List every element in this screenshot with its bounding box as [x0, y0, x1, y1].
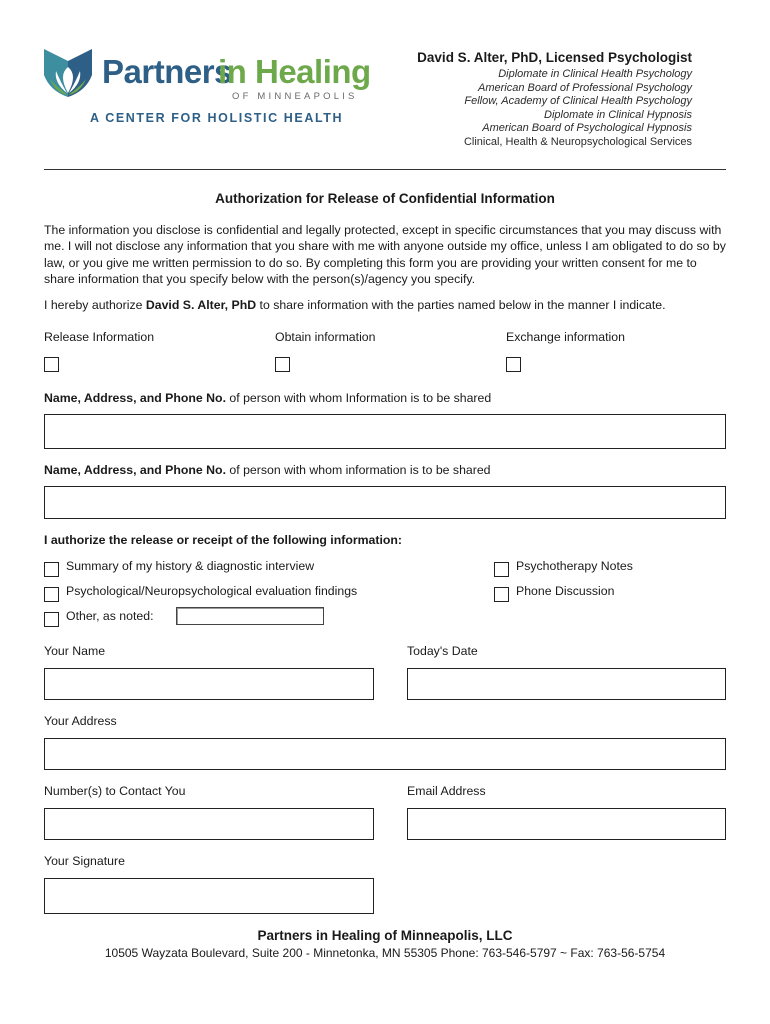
brand-tagline: A CENTER FOR HOLISTIC HEALTH	[90, 111, 344, 125]
signature-input[interactable]	[44, 878, 374, 914]
todays-date-label: Today's Date	[407, 644, 478, 658]
credential-line: Diplomate in Clinical Health Psychology	[498, 68, 692, 80]
other-input[interactable]	[176, 607, 324, 625]
history-label: Summary of my history & diagnostic interview	[66, 559, 315, 573]
brand-name-part2: in Healing	[218, 53, 371, 90]
header-divider	[44, 169, 726, 170]
authorize-prefix: I hereby authorize	[44, 298, 146, 312]
signature-label: Your Signature	[44, 854, 125, 868]
phone-discussion-checkbox[interactable]	[494, 587, 509, 602]
psychotherapy-notes-label: Psychotherapy Notes	[516, 559, 633, 573]
credential-line: Fellow, Academy of Clinical Health Psychology	[464, 95, 692, 107]
obtain-option-label: Obtain information	[275, 330, 376, 344]
todays-date-input[interactable]	[407, 668, 726, 700]
release-checkbox[interactable]	[44, 357, 59, 372]
form-title: Authorization for Release of Confidential Information	[215, 191, 555, 206]
your-address-label: Your Address	[44, 714, 117, 728]
email-address-input[interactable]	[407, 808, 726, 840]
info-heading: I authorize the release or receipt of the following information:	[44, 533, 403, 547]
email-address-label: Email Address	[407, 784, 486, 798]
contact-numbers-label: Number(s) to Contact You	[44, 784, 186, 798]
party1-label-bold: Name, Address, and Phone No.	[44, 391, 226, 405]
party2-label-rest: of person with whom information is to be shared	[226, 463, 491, 477]
psychologist-name: David S. Alter, PhD, Licensed Psychologist	[417, 50, 692, 65]
credential-line: American Board of Psychological Hypnosis	[482, 122, 692, 134]
obtain-checkbox[interactable]	[275, 357, 290, 372]
your-name-input[interactable]	[44, 668, 374, 700]
history-checkbox[interactable]	[44, 562, 59, 577]
party2-label	[44, 463, 491, 477]
lotus-logo-icon	[40, 45, 96, 105]
exchange-checkbox[interactable]	[506, 357, 521, 372]
credential-line: Diplomate in Clinical Hypnosis	[544, 108, 692, 121]
credential-line: American Board of Professional Psychology	[478, 81, 692, 94]
exchange-option-label: Exchange information	[506, 330, 625, 344]
footer-company: Partners in Healing of Minneapolis, LLC	[257, 928, 513, 943]
services-line: Clinical, Health & Neuropsychological Services	[463, 135, 692, 148]
authorize-name: David S. Alter, PhD	[145, 298, 257, 312]
authorize-suffix: to share information with the parties named below in the manner I indicate.	[256, 298, 666, 312]
release-option-label: Release Information	[44, 330, 155, 344]
brand-name-part1: Partners	[102, 53, 232, 90]
authorize-statement	[44, 298, 666, 312]
footer-address: 10505 Wayzata Boulevard, Suite 200 - Minnetonka, MN 55305 Phone: 763-546-5797 ~ Fax: 763-56-5754	[104, 946, 666, 960]
party1-label	[44, 391, 491, 405]
evaluation-checkbox[interactable]	[44, 587, 59, 602]
evaluation-label: Psychological/Neuropsychological evaluation findings	[66, 584, 358, 598]
other-checkbox[interactable]	[44, 612, 59, 627]
other-label: Other, as noted:	[66, 609, 154, 623]
party1-input[interactable]	[44, 414, 726, 449]
party2-input[interactable]	[44, 486, 726, 519]
party2-label-bold: Name, Address, and Phone No.	[44, 463, 226, 477]
brand-logo	[40, 45, 380, 130]
intro-paragraph: The information you disclose is confidential and legally protected, except in specific circumstances that you may discuss with me. I will not disclose any information that you share with me with anyone outside my office, unless I am obligated to do so by law, or you give me written permission to do so. By completing this form you are providing your written consent for me to share information that you specify below with the person(s)/agency you specify.	[44, 223, 726, 286]
your-address-input[interactable]	[44, 738, 726, 770]
psychotherapy-notes-checkbox[interactable]	[494, 562, 509, 577]
party1-label-rest: of person with whom Information is to be shared	[226, 391, 492, 405]
your-name-label: Your Name	[44, 644, 106, 658]
brand-sub: OF MINNEAPOLIS	[232, 91, 358, 102]
contact-numbers-input[interactable]	[44, 808, 374, 840]
phone-discussion-label: Phone Discussion	[516, 584, 615, 598]
